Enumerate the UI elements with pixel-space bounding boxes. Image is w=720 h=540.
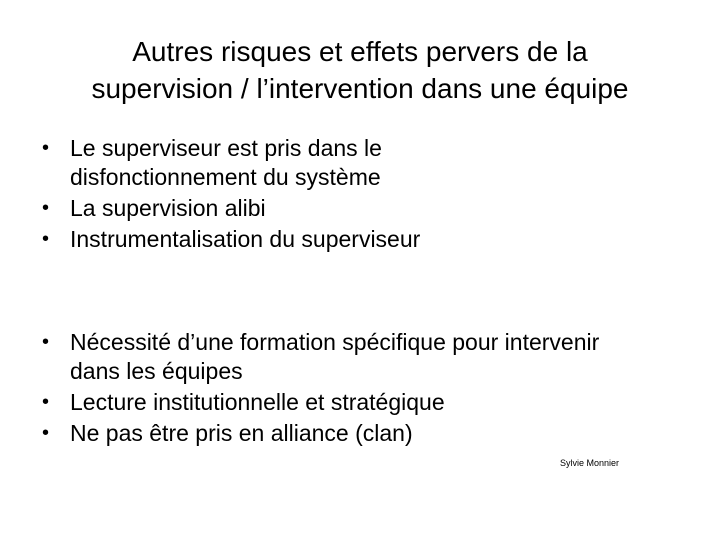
bullet-item [0, 194, 630, 223]
slide-title-line-2: supervision / l’intervention dans une équipe [91, 73, 629, 104]
bullet-text: La supervision alibi [70, 195, 266, 221]
author-signature: Sylvie Monnier [560, 458, 620, 468]
bullet-text: Ne pas être pris en alliance (clan) [70, 420, 413, 446]
bullet-text: Lecture institutionnelle et stratégique [70, 389, 445, 415]
bullet-dot-icon: • [42, 422, 50, 444]
bullet-item [0, 419, 630, 448]
bullet-item [0, 328, 630, 386]
bullet-dot-icon: • [42, 197, 50, 219]
bullet-list-recommendations [0, 328, 720, 450]
bullet-text: Instrumentalisation du superviseur [70, 226, 421, 252]
bullet-dot-icon: • [42, 331, 50, 353]
bullet-item [0, 388, 630, 417]
slide-title [20, 33, 700, 107]
bullet-list-risks [0, 134, 720, 256]
bullet-dot-icon: • [42, 137, 50, 159]
bullet-text: Le superviseur est pris dans le disfonctionnement du système [70, 135, 382, 190]
bullet-item [0, 134, 630, 192]
bullet-item [0, 225, 630, 254]
bullet-text: Nécessité d’une formation spécifique pour intervenir dans les équipes [70, 329, 600, 384]
slide-title-line-1: Autres risques et effets pervers de la [132, 36, 588, 67]
bullet-dot-icon: • [42, 391, 50, 413]
bullet-dot-icon: • [42, 228, 50, 250]
